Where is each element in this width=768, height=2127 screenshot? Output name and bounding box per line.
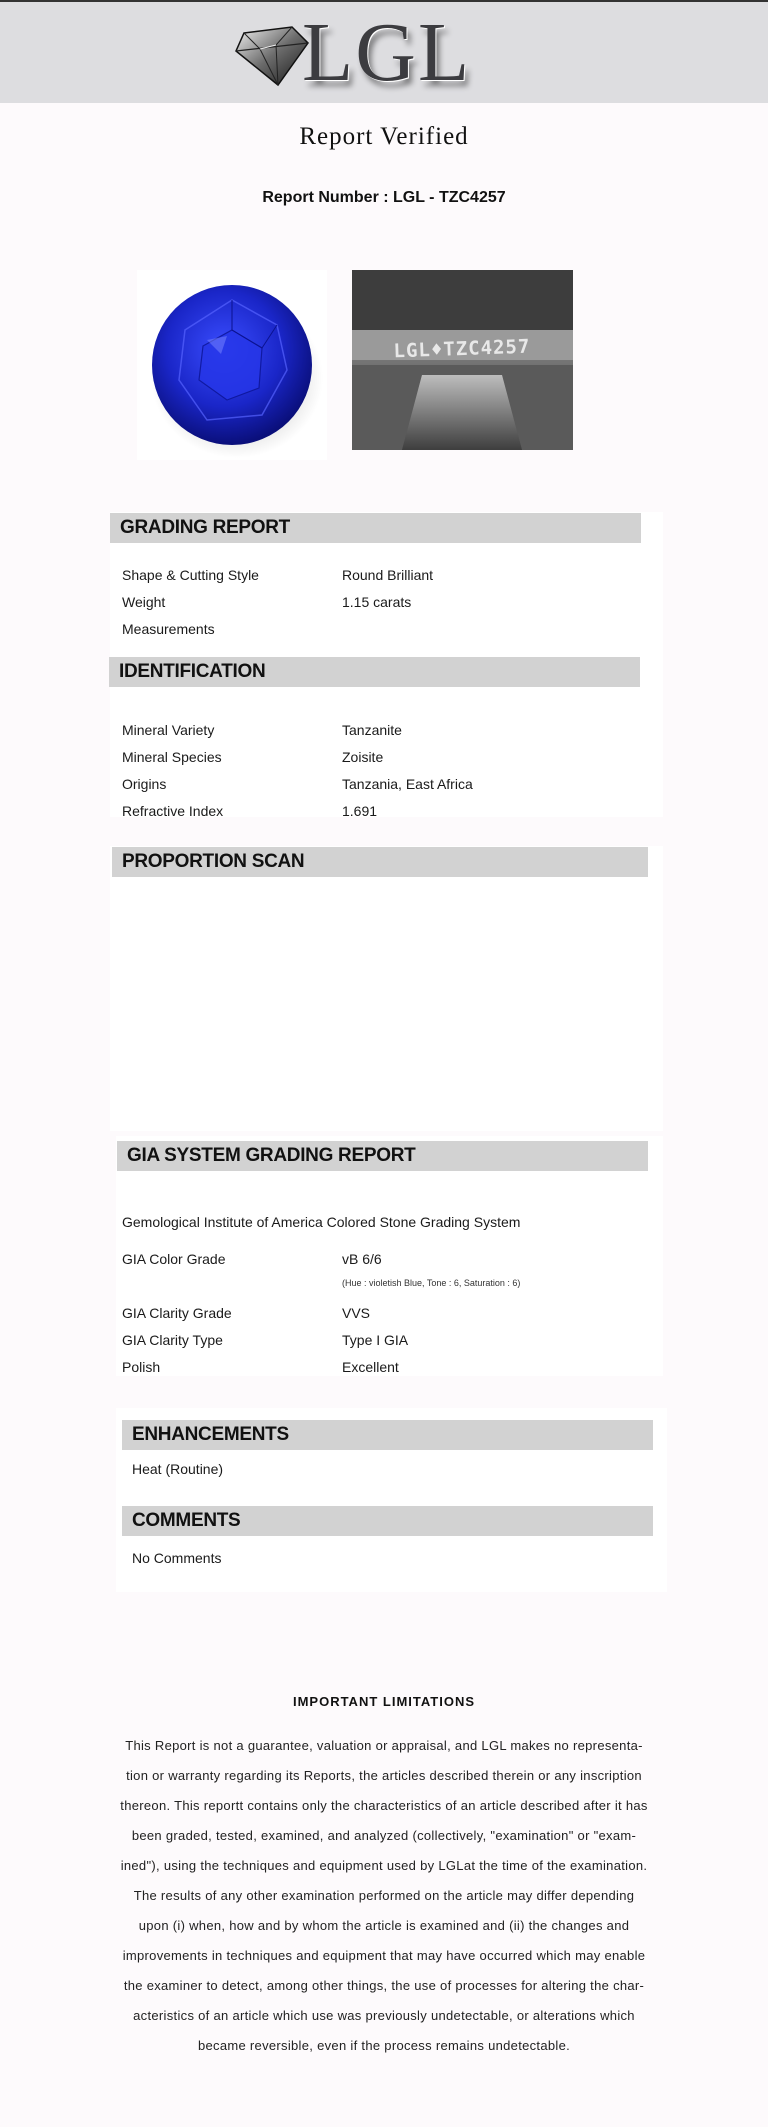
proportion-scan-heading: PROPORTION SCAN (112, 847, 648, 877)
limitations-line: became reversible, even if the process remains undetectable. (197, 2038, 571, 2053)
weight-value: 1.15 carats (342, 594, 412, 610)
report-number: Report Number : LGL - TZC4257 (262, 189, 506, 206)
comments-text: No Comments (132, 1550, 222, 1566)
limitations-line: ined"), using the techniques and equipment used by LGLat the time of the examination. (120, 1858, 648, 1873)
gia-clarity-grade-value: VVS (342, 1305, 371, 1321)
gia-clarity-type-label: GIA Clarity Type (122, 1332, 223, 1348)
tanzanite-image (137, 270, 327, 460)
gia-color-grade-label: GIA Color Grade (122, 1251, 226, 1267)
gia-color-grade-value: vB 6/6 (342, 1251, 382, 1267)
shape-value: Round Brilliant (342, 567, 434, 583)
header-banner (0, 2, 768, 103)
diamond-logo-icon (232, 21, 312, 91)
mineral-variety-value: Tanzanite (342, 722, 402, 738)
gia-clarity-grade-label: GIA Clarity Grade (122, 1305, 232, 1321)
enhancements-heading: ENHANCEMENTS (122, 1420, 653, 1450)
polish-value: Excellent (342, 1359, 399, 1375)
limitations-line: improvements in techniques and equipment that may have occurred which may enable (122, 1948, 646, 1963)
refractive-index-value: 1.691 (342, 803, 378, 819)
girdle-inscription-image (352, 270, 573, 450)
limitations-line: thereon. This reportt contains only the characteristics of an article described after it has (120, 1798, 648, 1813)
polish-label: Polish (122, 1359, 161, 1375)
weight-label: Weight (122, 594, 166, 610)
origins-label: Origins (122, 776, 167, 792)
limitations-heading: IMPORTANT LIMITATIONS (292, 1694, 476, 1709)
limitations-line: upon (i) when, how and by whom the article is examined and (ii) the changes and (138, 1918, 630, 1933)
page-title: Report Verified (299, 123, 469, 150)
mineral-variety-label: Mineral Variety (122, 722, 215, 738)
proportion-scan-card (110, 846, 663, 1131)
refractive-index-label: Refractive Index (122, 803, 224, 819)
identification-heading: IDENTIFICATION (109, 657, 640, 687)
inscription-text: LGL♦TZC4257 (393, 335, 531, 363)
inscription-photo (352, 270, 573, 450)
limitations-line: tion or warranty regarding its Reports, the articles described therein or any inscription (126, 1768, 642, 1783)
lgl-logo[interactable] (232, 6, 492, 99)
logo-wordmark: LGL (302, 6, 472, 99)
comments-heading: COMMENTS (122, 1506, 653, 1536)
limitations-line: acteristics of an article which use was previously undetectable, or alterations which (133, 2008, 635, 2023)
limitations-line: This Report is not a guarantee, valuation or appraisal, and LGL makes no representa- (125, 1738, 643, 1753)
gia-clarity-type-value: Type I GIA (342, 1332, 409, 1348)
gia-heading: GIA SYSTEM GRADING REPORT (117, 1141, 648, 1171)
limitations-line: the examiner to detect, among other things, the use of processes for altering the char- (123, 1978, 645, 1993)
mineral-species-value: Zoisite (342, 749, 384, 765)
limitations-line: The results of any other examination performed on the article may differ depending (133, 1888, 635, 1903)
limitations-line: been graded, tested, examined, and analyzed (collectively, "examination" or "exam- (131, 1828, 637, 1843)
grading-report-heading: GRADING REPORT (110, 513, 641, 543)
measurements-label: Measurements (122, 621, 215, 637)
enhancements-text: Heat (Routine) (132, 1461, 224, 1477)
gia-subtitle: Gemological Institute of America Colored Stone Grading System (122, 1214, 521, 1230)
shape-label: Shape & Cutting Style (122, 567, 259, 583)
mineral-species-label: Mineral Species (122, 749, 222, 765)
origins-value: Tanzania, East Africa (342, 776, 473, 792)
gia-color-grade-note: (Hue : violetish Blue, Tone : 6, Saturation : 6) (342, 1278, 521, 1288)
gemstone-photo (137, 270, 327, 460)
